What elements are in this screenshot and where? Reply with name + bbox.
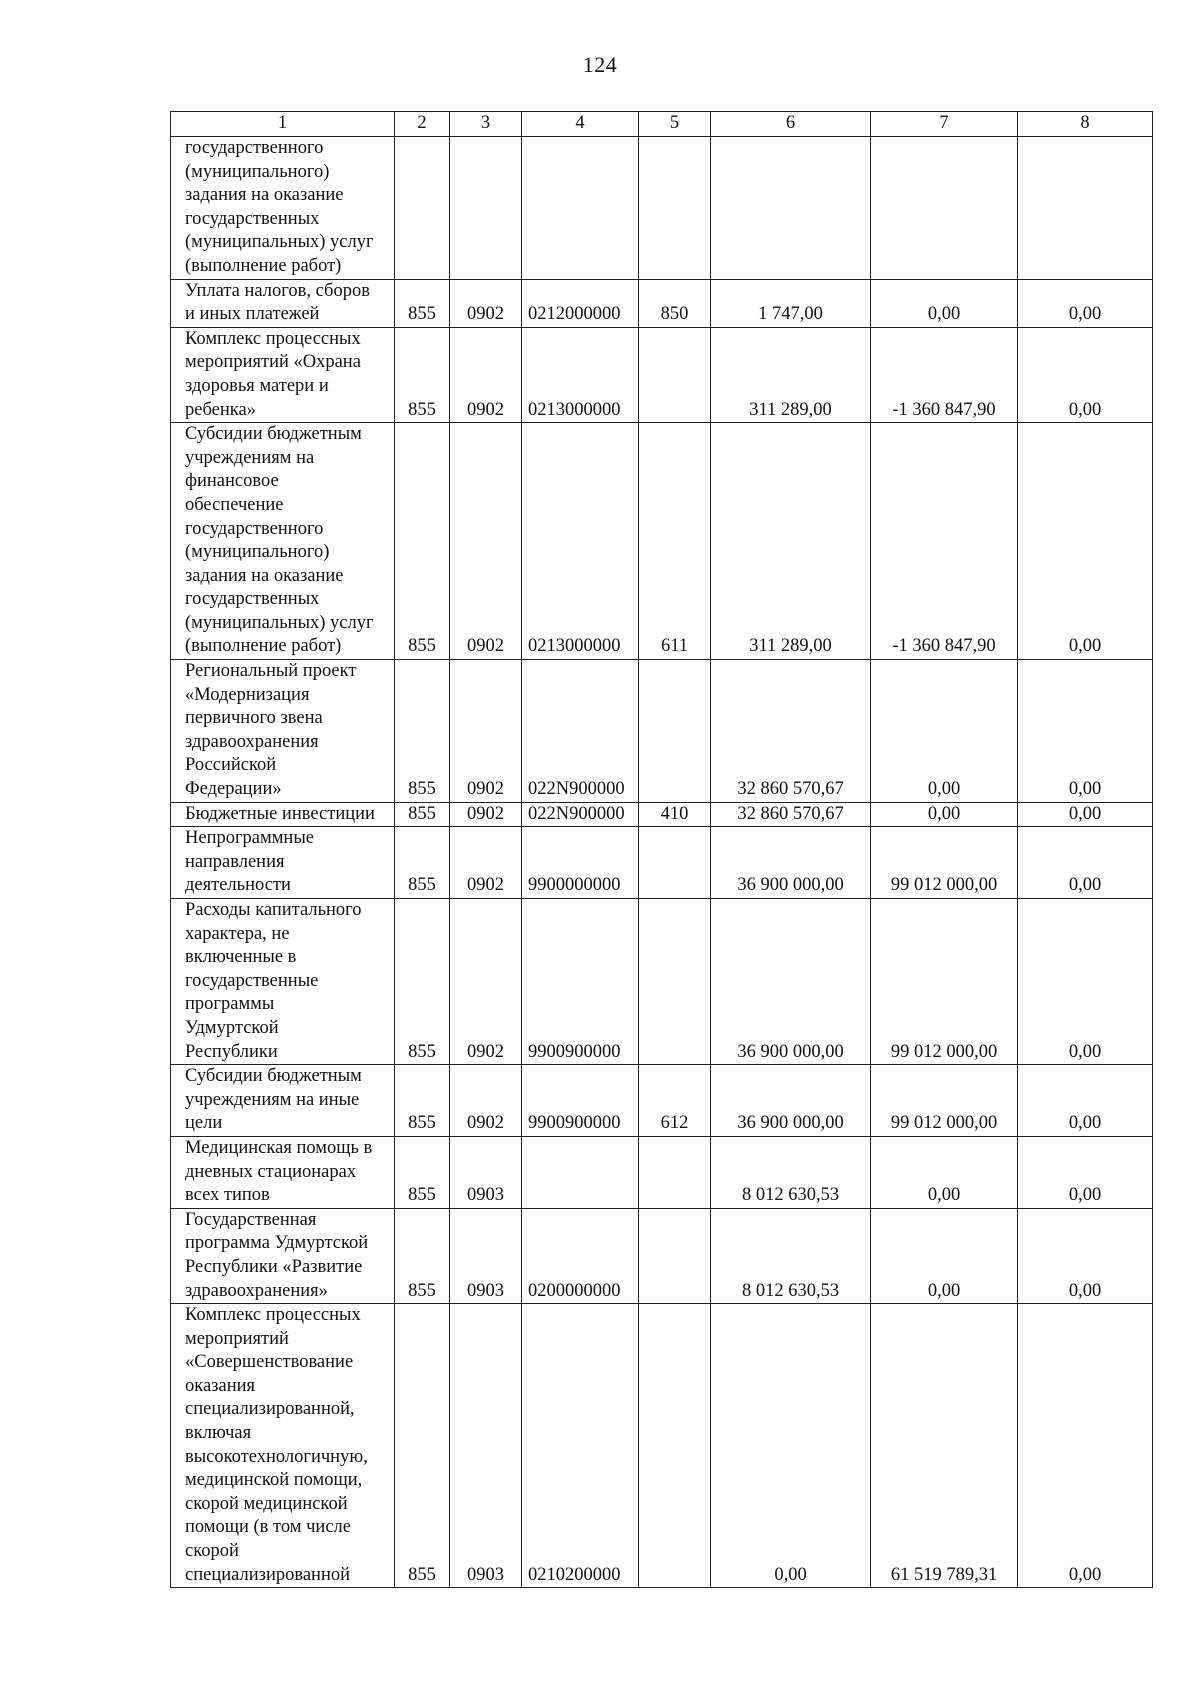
total-cell: 0,00: [1018, 1208, 1153, 1303]
amount-cell: 36 900 000,00: [711, 899, 871, 1065]
header-cell: 8: [1018, 112, 1153, 137]
header-cell: 5: [639, 112, 711, 137]
header-cell: 4: [522, 112, 639, 137]
row-name-line: программы: [185, 994, 275, 1015]
expense-type-cell: [639, 1304, 711, 1588]
row-name-line: оказания: [185, 1375, 255, 1396]
total-cell: 0,00: [1018, 899, 1153, 1065]
amount-cell: [711, 137, 871, 280]
header-cell: 2: [395, 112, 450, 137]
section-code-cell: 0902: [450, 327, 522, 422]
total-cell: 0,00: [1018, 802, 1153, 827]
section-code-cell: 0902: [450, 660, 522, 803]
section-code-cell: 0903: [450, 1208, 522, 1303]
row-name-line: включая: [185, 1423, 252, 1444]
row-name-line: Республики «Развитие: [185, 1256, 363, 1277]
row-name-cell: [171, 660, 395, 803]
total-cell: 0,00: [1018, 1304, 1153, 1588]
row-code-cell: 855: [395, 660, 450, 803]
total-cell: 0,00: [1018, 660, 1153, 803]
row-code-cell: 855: [395, 899, 450, 1065]
row-name-line: обеспечение: [185, 494, 284, 515]
row-name-line: (муниципального): [185, 161, 330, 182]
row-name-line: Федерации»: [185, 779, 282, 800]
row-name-line: программа Удмуртской: [185, 1233, 369, 1254]
total-cell: 0,00: [1018, 327, 1153, 422]
section-code-cell: 0902: [450, 827, 522, 899]
target-article-cell: 9900900000: [522, 1065, 639, 1137]
table-row: [171, 327, 1153, 422]
table-body: [171, 112, 1153, 1588]
row-name-line: Удмуртской: [185, 1017, 279, 1038]
row-name-line: (муниципального): [185, 542, 330, 563]
row-name-line: дневных стационарах: [185, 1161, 357, 1182]
amount-cell: 32 860 570,67: [711, 660, 871, 803]
row-name-line: цели: [185, 1113, 223, 1134]
row-name-line: включенные в: [185, 947, 297, 968]
row-name-line: государственного: [185, 518, 324, 539]
target-article-cell: 0213000000: [522, 327, 639, 422]
row-name-line: ребенка»: [185, 399, 256, 420]
row-name-line: мероприятий: [185, 1328, 289, 1349]
row-name-line: мероприятий «Охрана: [185, 352, 361, 373]
header-cell: 6: [711, 112, 871, 137]
row-name-line: специализированной: [185, 1564, 350, 1585]
expense-type-cell: 850: [639, 279, 711, 327]
target-article-cell: [522, 1136, 639, 1208]
page-number: 124: [582, 52, 618, 77]
expense-type-cell: [639, 327, 711, 422]
row-name-cell: [171, 137, 395, 280]
table-row: [171, 899, 1153, 1065]
row-name-line: финансовое: [185, 471, 279, 492]
expense-type-cell: [639, 1136, 711, 1208]
row-name-line: государственные: [185, 970, 319, 991]
row-name-line: Региональный проект: [185, 661, 357, 682]
amount-cell: 0,00: [711, 1304, 871, 1588]
row-name-line: всех типов: [185, 1185, 270, 1206]
section-code-cell: [450, 137, 522, 280]
target-article-cell: 0213000000: [522, 423, 639, 660]
row-name-line: Республики: [185, 1041, 278, 1062]
row-name-cell: [171, 827, 395, 899]
change-amount-cell: 99 012 000,00: [871, 1065, 1018, 1137]
row-name-line: направления: [185, 851, 285, 872]
expense-type-cell: [639, 899, 711, 1065]
change-amount-cell: 0,00: [871, 1136, 1018, 1208]
section-code-cell: 0902: [450, 802, 522, 827]
row-name-line: характера, не: [185, 923, 290, 944]
row-name-line: скорой: [185, 1541, 239, 1562]
expense-type-cell: 612: [639, 1065, 711, 1137]
table-row: [171, 423, 1153, 660]
section-code-cell: 0902: [450, 1065, 522, 1137]
row-name-line: (муниципальных) услуг: [185, 612, 374, 633]
row-name-line: учреждениям на: [185, 447, 315, 468]
row-code-cell: 855: [395, 1136, 450, 1208]
section-code-cell: 0902: [450, 423, 522, 660]
row-name-line: Уплата налогов, сборов: [185, 280, 370, 301]
row-code-cell: 855: [395, 1304, 450, 1588]
expense-type-cell: [639, 1208, 711, 1303]
row-code-cell: [395, 137, 450, 280]
section-code-cell: 0902: [450, 899, 522, 1065]
row-name-cell: [171, 1065, 395, 1137]
row-code-cell: 855: [395, 827, 450, 899]
target-article-cell: 022N900000: [522, 802, 639, 827]
row-name-line: (выполнение работ): [185, 636, 342, 657]
expense-type-cell: 410: [639, 802, 711, 827]
row-name-line: Медицинская помощь в: [185, 1137, 373, 1158]
target-article-cell: 022N900000: [522, 660, 639, 803]
row-name-line: деятельности: [185, 875, 291, 896]
change-amount-cell: 99 012 000,00: [871, 899, 1018, 1065]
row-name-line: учреждениям на иные: [185, 1089, 360, 1110]
total-cell: 0,00: [1018, 1136, 1153, 1208]
target-article-cell: 9900000000: [522, 827, 639, 899]
row-name-line: медицинской помощи,: [185, 1470, 363, 1491]
target-article-cell: 0200000000: [522, 1208, 639, 1303]
row-name-line: Комплекс процессных: [185, 328, 361, 349]
expense-type-cell: [639, 660, 711, 803]
header-cell: 3: [450, 112, 522, 137]
row-name-line: высокотехнологичную,: [185, 1446, 368, 1467]
change-amount-cell: -1 360 847,90: [871, 327, 1018, 422]
row-name-line: Российской: [185, 755, 277, 776]
row-name-line: здравоохранения: [185, 731, 319, 752]
table-row: [171, 1065, 1153, 1137]
table-row: [171, 279, 1153, 327]
row-name-line: и иных платежей: [185, 304, 320, 325]
row-name-line: здоровья матери и: [185, 375, 329, 396]
header-row: [171, 112, 1153, 137]
target-article-cell: 0212000000: [522, 279, 639, 327]
table-row: [171, 660, 1153, 803]
total-cell: 0,00: [1018, 1065, 1153, 1137]
amount-cell: 32 860 570,67: [711, 802, 871, 827]
amount-cell: 36 900 000,00: [711, 827, 871, 899]
total-cell: 0,00: [1018, 827, 1153, 899]
row-name-cell: [171, 423, 395, 660]
header-cell: 1: [171, 112, 395, 137]
change-amount-cell: 0,00: [871, 1208, 1018, 1303]
amount-cell: 1 747,00: [711, 279, 871, 327]
target-article-cell: 9900900000: [522, 899, 639, 1065]
row-name-line: задания на оказание: [185, 565, 344, 586]
row-code-cell: 855: [395, 423, 450, 660]
change-amount-cell: 0,00: [871, 802, 1018, 827]
row-name-cell: [171, 279, 395, 327]
expense-type-cell: 611: [639, 423, 711, 660]
expense-type-cell: [639, 137, 711, 280]
row-name-cell: [171, 1208, 395, 1303]
row-name-cell: [171, 899, 395, 1065]
budget-table: [170, 111, 1153, 1588]
row-name-cell: [171, 1304, 395, 1588]
change-amount-cell: 99 012 000,00: [871, 827, 1018, 899]
table-row: [171, 137, 1153, 280]
amount-cell: 8 012 630,53: [711, 1136, 871, 1208]
row-name-line: Бюджетные инвестиции: [185, 803, 375, 824]
row-name-line: «Совершенствование: [185, 1352, 354, 1373]
row-name-cell: [171, 1136, 395, 1208]
section-code-cell: 0903: [450, 1304, 522, 1588]
row-code-cell: 855: [395, 279, 450, 327]
row-name-line: скорой медицинской: [185, 1493, 348, 1514]
change-amount-cell: 61 519 789,31: [871, 1304, 1018, 1588]
row-code-cell: 855: [395, 327, 450, 422]
row-code-cell: 855: [395, 1065, 450, 1137]
target-article-cell: 0210200000: [522, 1304, 639, 1588]
section-code-cell: 0903: [450, 1136, 522, 1208]
row-name-cell: [171, 802, 395, 827]
row-name-line: государственных: [185, 589, 320, 610]
table-row: [171, 1208, 1153, 1303]
row-name-line: Непрограммные: [185, 828, 314, 849]
row-name-line: Комплекс процессных: [185, 1305, 361, 1326]
row-name-line: Государственная: [185, 1209, 317, 1230]
row-name-cell: [171, 327, 395, 422]
row-name-line: Субсидии бюджетным: [185, 1066, 362, 1087]
total-cell: 0,00: [1018, 423, 1153, 660]
row-name-line: Субсидии бюджетным: [185, 424, 362, 445]
row-name-line: государственного: [185, 138, 324, 158]
expense-type-cell: [639, 827, 711, 899]
row-name-line: Расходы капитального: [185, 900, 362, 920]
header-cell: 7: [871, 112, 1018, 137]
row-name-line: задания на оказание: [185, 185, 344, 206]
total-cell: 0,00: [1018, 279, 1153, 327]
row-name-line: (муниципальных) услуг: [185, 232, 374, 253]
row-name-line: помощи (в том числе: [185, 1517, 351, 1538]
row-code-cell: 855: [395, 1208, 450, 1303]
section-code-cell: 0902: [450, 279, 522, 327]
amount-cell: 311 289,00: [711, 423, 871, 660]
table-row: [171, 1136, 1153, 1208]
change-amount-cell: -1 360 847,90: [871, 423, 1018, 660]
row-name-line: государственных: [185, 208, 320, 229]
row-name-line: специализированной,: [185, 1399, 355, 1420]
table-row: [171, 827, 1153, 899]
change-amount-cell: [871, 137, 1018, 280]
row-code-cell: 855: [395, 802, 450, 827]
amount-cell: 36 900 000,00: [711, 1065, 871, 1137]
change-amount-cell: 0,00: [871, 660, 1018, 803]
target-article-cell: [522, 137, 639, 280]
total-cell: [1018, 137, 1153, 280]
row-name-line: здравоохранения»: [185, 1280, 328, 1301]
table-row: [171, 802, 1153, 827]
amount-cell: 8 012 630,53: [711, 1208, 871, 1303]
row-name-line: первичного звена: [185, 708, 323, 729]
change-amount-cell: 0,00: [871, 279, 1018, 327]
row-name-line: (выполнение работ): [185, 255, 342, 276]
table-row: [171, 1304, 1153, 1588]
amount-cell: 311 289,00: [711, 327, 871, 422]
row-name-line: «Модернизация: [185, 684, 310, 705]
